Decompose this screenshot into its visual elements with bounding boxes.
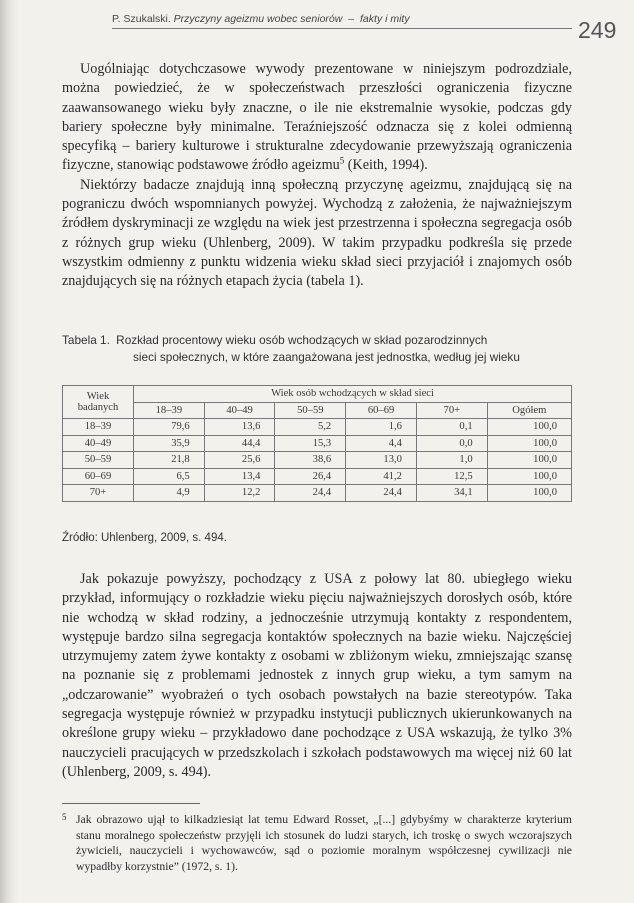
table-cell: 13,0 <box>346 452 417 469</box>
table-cell: 15,3 <box>275 435 346 452</box>
body-text-top <box>62 60 572 292</box>
row-label: 40–49 <box>63 435 134 452</box>
book-spine-shadow <box>0 0 20 903</box>
table-cell: 5,2 <box>275 419 346 436</box>
data-table <box>62 385 572 502</box>
table-cell: 0,0 <box>416 435 487 452</box>
table-cell: 13,6 <box>204 419 275 436</box>
table-row <box>63 419 572 436</box>
table-cell: 6,5 <box>134 468 205 485</box>
footnote <box>62 812 572 874</box>
header-rule <box>112 28 572 29</box>
table-cell: 79,6 <box>134 419 205 436</box>
table-cell: 21,8 <box>134 452 205 469</box>
table-row <box>63 468 572 485</box>
table-cell: 100,0 <box>487 435 571 452</box>
table-cell: 12,2 <box>204 485 275 502</box>
table-row <box>63 485 572 502</box>
page-number: 249 <box>578 17 617 43</box>
row-label: 18–39 <box>63 419 134 436</box>
column-header: 40–49 <box>204 402 275 419</box>
footnote-rule <box>62 803 200 804</box>
table-cell: 41,2 <box>346 468 417 485</box>
running-head-title: Przyczyny ageizmu wobec seniorów <box>173 13 343 25</box>
column-header: 60–69 <box>346 402 417 419</box>
row-label: 70+ <box>63 485 134 502</box>
table-cell: 100,0 <box>487 468 571 485</box>
column-header: 50–59 <box>275 402 346 419</box>
table-cell: 26,4 <box>275 468 346 485</box>
table-cell: 4,4 <box>346 435 417 452</box>
table-cell: 35,9 <box>134 435 205 452</box>
row-label: 60–69 <box>63 468 134 485</box>
running-head-subtitle: fakty i mity <box>360 13 410 25</box>
table-cell: 38,6 <box>275 452 346 469</box>
paragraph: Jak pokazuje powyższy, pochodzący z USA z połowy lat 80. ubiegłego wieku przykład, informujący o rozkładzie wieku pięciu najważniejszych dorosłych osób, które nie wchodzą w skład rodziny, a jednocześnie utrzymują kontakty z respondentem, występuje bardzo silna segregacja kontaktów społecznych na bazie wieku. Najczęściej utrzymujemy zatem żywe kontakty z osobami w zbliżonym wieku, zmniejszając szansę na poznanie się z problemami jednostek z innych grup wieku, a tym samym na „odczarowanie” wyobrażeń o tych osobach powstałych na bazie stereotypów. Taka segregacja występuje również w przypadku instytucji publicznych ukierunkowanych na określone grupy wieku – przykładowo dane pochodzące z USA wskazują, że tylko 3% nauczycieli pracujących w przedszkolach i szkołach podstawowych ma więcej niż 60 lat (Uhlenberg, 2009, s. 494). <box>62 571 572 780</box>
table-cell: 24,4 <box>346 485 417 502</box>
table-cell: 0,1 <box>416 419 487 436</box>
table-cell: 34,1 <box>416 485 487 502</box>
paragraph-text-after: (Keith, 1994). <box>344 157 428 174</box>
row-label: 50–59 <box>63 452 134 469</box>
table-caption-line2: sieci społecznych, w które zaangażowana jest jednostka, według jej wieku <box>133 350 520 364</box>
table-caption-label: Tabela 1. <box>62 333 110 347</box>
row-header: Wiek badanych <box>63 386 134 419</box>
table-caption <box>62 332 582 366</box>
group-header: Wiek osób wchodzących w skład sieci <box>134 386 572 403</box>
column-header: Ogółem <box>487 402 571 419</box>
table-cell: 100,0 <box>487 419 571 436</box>
table-caption-line1: Rozkład procentowy wieku osób wchodzących w skład pozarodzinnych <box>116 333 488 347</box>
paragraph-text: Uogólniając dotychczasowe wywody prezentowane w niniejszym podrozdziale, można powiedzieć, że w społeczeństwach przeszłości ograniczenia fizyczne zaawansowanego wieku były znaczne, o ile nie ekstremalnie wysokie, podczas gdy bariery społeczne były minimalne. Teraźniejszość odznacza się z kolei odmienną specyfiką – bariery kulturowe i strukturalne zdecydowanie przewyższają ograniczenia fizyczne, stanowiąc podstawowe źródło ageizmu <box>62 61 572 174</box>
table-cell: 1,0 <box>416 452 487 469</box>
column-header: 70+ <box>416 402 487 419</box>
running-head-dash: – <box>348 13 355 25</box>
table-cell: 12,5 <box>416 468 487 485</box>
table-source: Źródło: Uhlenberg, 2009, s. 494. <box>62 532 227 544</box>
table-cell: 13,4 <box>204 468 275 485</box>
paragraph: Niektórzy badacze znajdują inną społeczną przyczynę ageizmu, znajdującą się na pograniczu dwóch wspomnianych powyżej. Wychodzą z założenia, że najważniejszym źródłem dyskryminacji ze względu na wiek jest przestrzenna i społeczna segregacja osób z różnych grup wieku (Uhlenberg, 2009). W takim przypadku podkreśla się przede wszystkim odmienny z punktu widzenia wieku skład sieci przyjaciół i znajomych osób znajdujących się na różnych etapach życia (tabela 1). <box>62 176 572 290</box>
table-cell: 44,4 <box>204 435 275 452</box>
table-cell: 1,6 <box>346 419 417 436</box>
table-row <box>63 452 572 469</box>
table-cell: 24,4 <box>275 485 346 502</box>
footnote-number: 5 <box>62 812 67 822</box>
paragraph <box>62 60 572 176</box>
table-cell: 4,9 <box>134 485 205 502</box>
footnote-text: Jak obrazowo ujął to kilkadziesiąt lat temu Edward Rosset, „[...] gdybyśmy w charakterze kryterium stanu moralnego społeczeństw przyjęli ich stosunek do ludzi starych, ich troskę o swych wczorajszych żywicieli, nauczycieli i wychowawców, sąd o poziomie moralnym współczesnej cywilizacji nie wypadłby korzystnie” (1972, s. 1). <box>76 813 572 873</box>
running-head <box>112 13 410 25</box>
running-head-author: P. Szukalski. <box>112 13 171 25</box>
column-header: 18–39 <box>134 402 205 419</box>
body-text-bottom <box>62 570 572 782</box>
table-cell: 100,0 <box>487 452 571 469</box>
table-cell: 100,0 <box>487 485 571 502</box>
footnote-ref: 5 <box>339 155 345 166</box>
table-cell: 25,6 <box>204 452 275 469</box>
table-row <box>63 435 572 452</box>
